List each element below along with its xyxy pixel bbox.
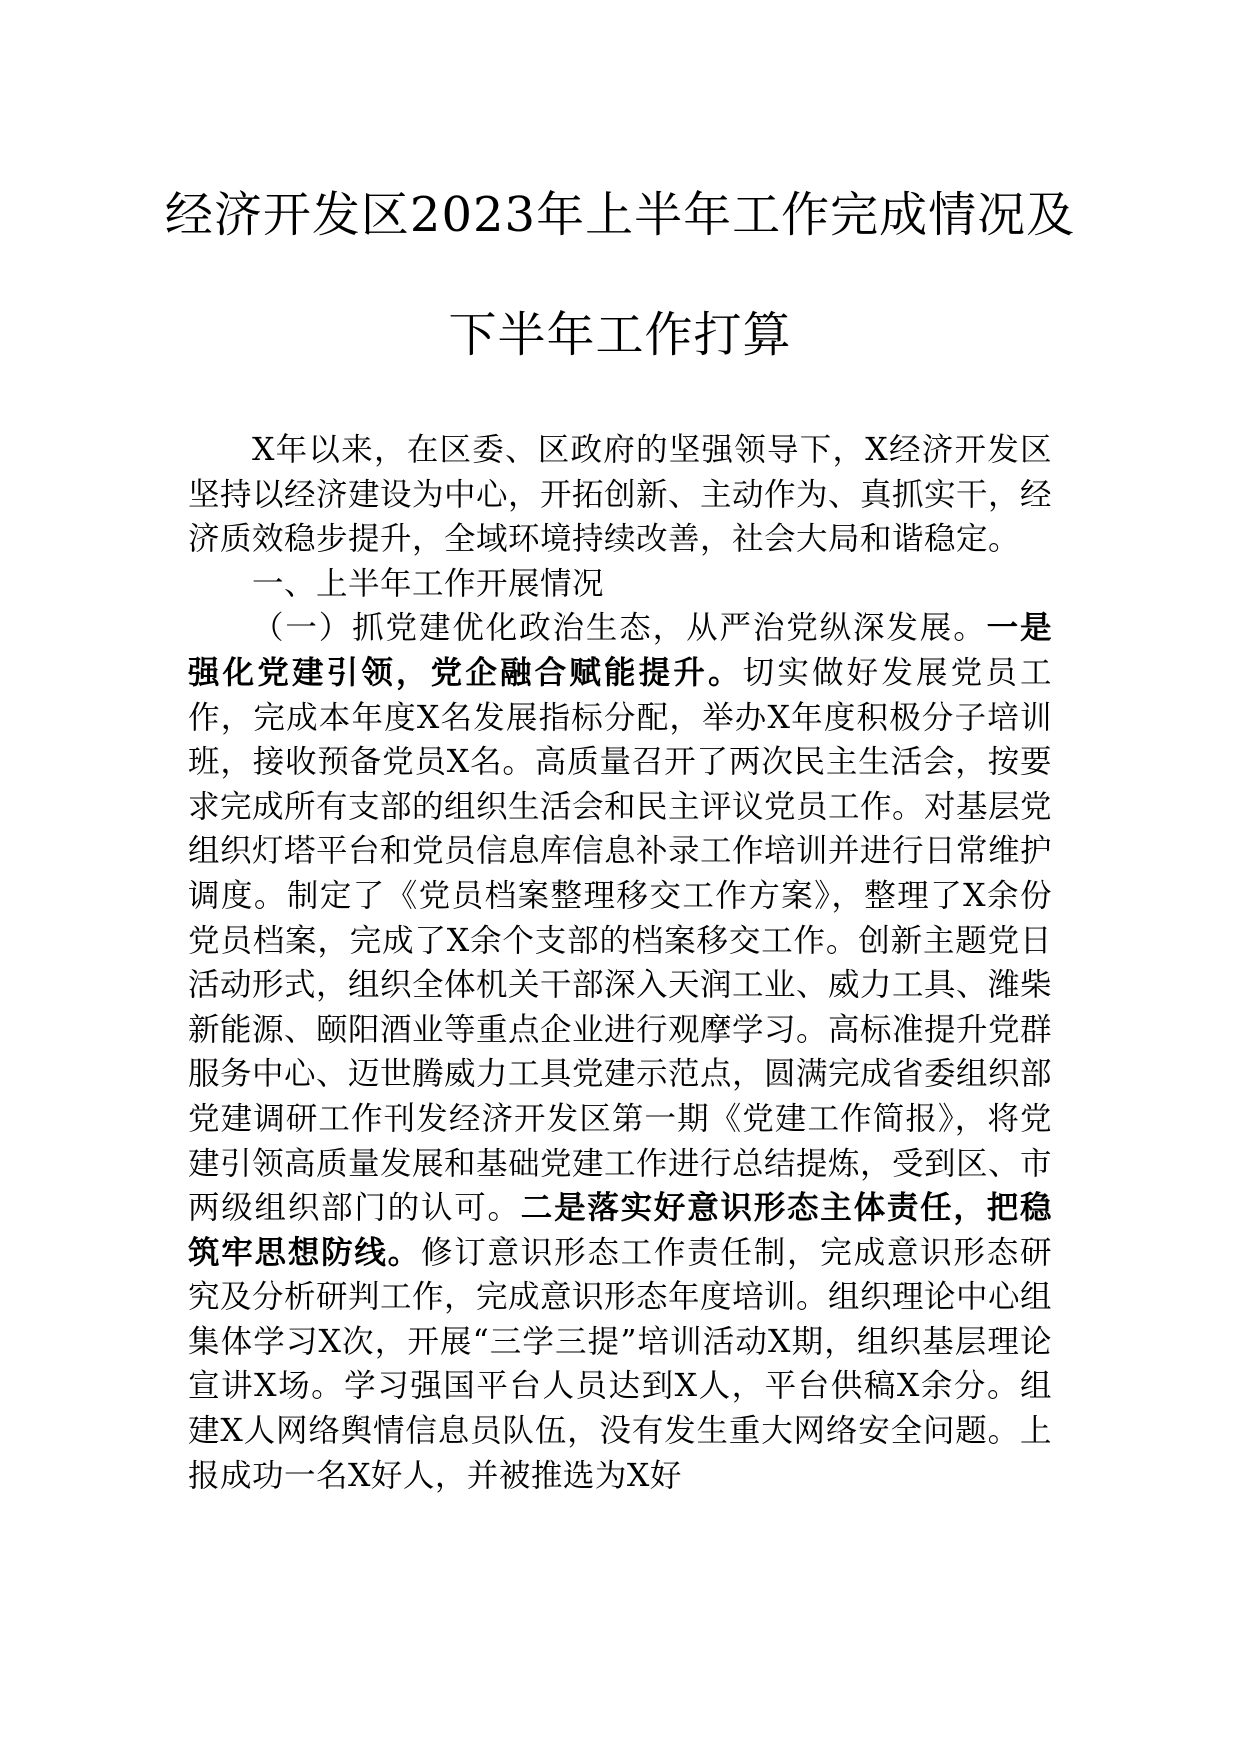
subsection-heading: （一）抓党建优化政治生态，从严治党纵深发展。 [252,610,987,647]
section-heading: 一、上半年工作开展情况 [252,565,605,602]
document-body [188,428,1052,1498]
subsection-paragraph [188,606,1052,1498]
document-title-line-1: 经济开发区2023年上半年工作完成情况及 [164,187,1076,243]
intro-paragraph: X年以来，在区委、区政府的坚强领导下，X经济开发区坚持以经济建设为中心，开拓创新、主动作为、真抓实干，经济质效稳步提升，全域环境持续改善，社会大局和谐稳定。 [188,432,1053,558]
point-1-heading: 一是强化党建引领，党企融合赋能提升。 [188,610,1052,691]
point-2-heading: 二是落实好意识形态主体责任，把稳筑牢思想防线。 [188,1190,1052,1271]
document-title-line-2: 下半年工作打算 [448,307,792,363]
point-2-text: 修订意识形态工作责任制，完成意识形态研究及分析研判工作，完成意识形态年度培训。组织理论中心组集体学习X次，开展“三学三提”培训活动X期，组织基层理论宣讲X场。学习强国平台人员达到X人，平台供稿X余分。组建X人网络舆情信息员队伍，没有发生重大网络安全问题。上报成功一名X好人，并被推选为X好 [188,1234,1053,1494]
point-1-text: 切实做好发展党员工作，完成本年度X名发展指标分配，举办X年度积极分子培训班，接收预备党员X名。高质量召开了两次民主生活会，按要求完成所有支部的组织生活会和民主评议党员工作。对基层党组织灯塔平台和党员信息库信息补录工作培训并进行日常维护调度。制定了《党员档案整理移交工作方案》，整理了X余份党员档案，完成了X余个支部的档案移交工作。创新主题党日活动形式，组织全体机关干部深入天润工业、威力工具、潍柴新能源、颐阳酒业等重点企业进行观摩学习。高标准提升党群服务中心、迈世腾威力工具党建示范点，圆满完成省委组织部党建调研工作刊发经济开发区第一期《党建工作简报》，将党建引领高质量发展和基础党建工作进行总结提炼，受到区、市两级组织部门的认可。 [188,654,1053,1227]
